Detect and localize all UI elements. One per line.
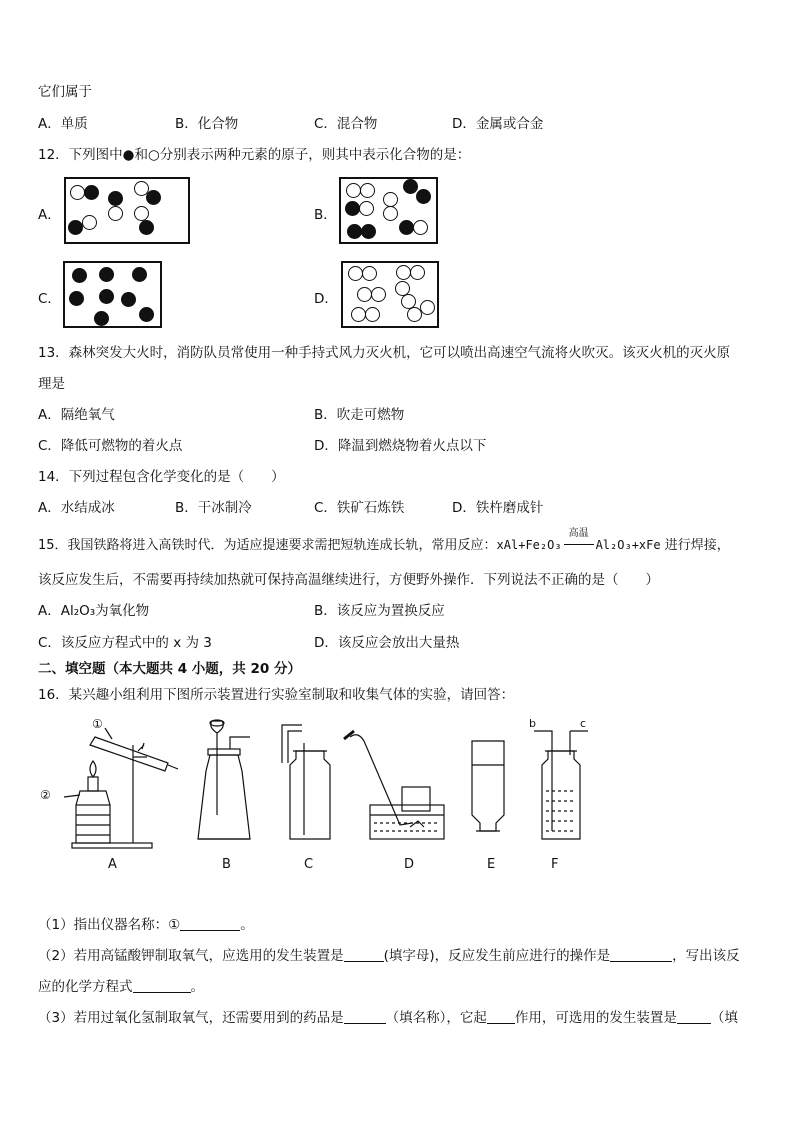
black-atom: [347, 224, 362, 239]
answer-blank[interactable]: [610, 947, 672, 962]
black-atom: [403, 179, 418, 194]
white-atom: [383, 192, 398, 207]
q13-stem-line2: 理是: [38, 376, 65, 392]
q12-box-c: [63, 261, 162, 328]
apparatus-a-test-tube: [90, 737, 178, 771]
port-b-label: b: [529, 717, 536, 730]
q13-option-a: A．隔绝氧气: [38, 407, 115, 423]
q14-option-b: B．干冰制冷: [175, 500, 252, 516]
q12-stem: 12．下列图中●和○分别表示两种元素的原子，则其中表示化合物的是：: [38, 147, 471, 163]
q12-label-d: D．: [314, 291, 338, 307]
white-atom: [371, 287, 386, 302]
section-heading: 二、填空题（本大题共 4 小题，共 20 分）: [38, 661, 301, 677]
q14-stem: 14．下列过程包含化学变化的是（ ）: [38, 469, 285, 485]
answer-blank[interactable]: [344, 1009, 386, 1024]
apparatus-label-a: A: [108, 857, 117, 872]
white-atom: [360, 183, 375, 198]
q11-option-d: D．金属或合金: [452, 116, 544, 132]
black-atom: [108, 191, 123, 206]
answer-blank[interactable]: [344, 947, 384, 962]
q16-part2-text-b: (填字母)，反应发生前应进行的操作是: [383, 948, 611, 964]
apparatus-label-f: F: [551, 857, 559, 872]
black-atom: [72, 268, 87, 283]
white-atom: [348, 266, 363, 281]
q11-option-a: A．单质: [38, 116, 88, 132]
black-atom: [361, 224, 376, 239]
white-atom: [413, 220, 428, 235]
q13-option-c: C．降低可燃物的着火点: [38, 438, 183, 454]
q15-option-a: A．Al₂O₃为氧化物: [38, 603, 150, 619]
white-atom: [396, 265, 411, 280]
q16-part1: [38, 916, 254, 934]
black-atom: [139, 307, 154, 322]
apparatus-e-jar: [472, 741, 504, 831]
apparatus-label-d: D: [404, 857, 415, 872]
q16-part2-end: 。: [190, 979, 204, 995]
apparatus-label-e: E: [487, 857, 496, 872]
marker-1: ①: [92, 717, 103, 731]
white-atom: [357, 287, 372, 302]
q15-stem-part1: 15．我国铁路将进入高铁时代．为适应提速要求需把短轨连成长轨，常用反应：: [38, 538, 497, 553]
q16-part1-text: （1）指出仪器名称：①: [38, 917, 181, 933]
q16-part1-end: 。: [240, 917, 254, 933]
q14-option-a: A．水结成冰: [38, 500, 115, 516]
q16-part3-text-d: （填: [710, 1010, 738, 1026]
apparatus-d-trough: [344, 731, 444, 839]
white-atom: [383, 206, 398, 221]
answer-blank[interactable]: [487, 1009, 515, 1024]
apparatus-label-b: B: [222, 857, 231, 872]
white-atom: [410, 265, 425, 280]
white-atom: [351, 307, 366, 322]
marker-2: ②: [40, 788, 51, 802]
black-atom: [121, 292, 136, 307]
q16-part3-text-b: （填名称），它起: [385, 1010, 487, 1026]
q15-equation-right: Al₂O₃+xFe: [595, 538, 661, 552]
q15-stem-part2: 进行焊接，: [660, 538, 730, 553]
q13-option-b: B．吹走可燃物: [314, 407, 405, 423]
q13-stem-line1: 13．森林突发大火时，消防队员常使用一种手持式风力灭火机，它可以喷出高速空气流将火吹灭。该灭火机的灭火原: [38, 345, 731, 361]
q12-label-a: A．: [38, 207, 61, 223]
white-atom: [82, 215, 97, 230]
q12-box-a: [64, 177, 190, 244]
q15-reaction-arrow: [564, 544, 594, 545]
q12-label-c: C．: [38, 291, 61, 307]
q16-part2-text-c: ，写出该反: [672, 948, 740, 964]
white-atom: [365, 307, 380, 322]
q16-part2-line2-text: 应的化学方程式: [38, 979, 133, 995]
white-atom: [346, 183, 361, 198]
white-atom: [420, 300, 435, 315]
q16-part2-line2: [38, 978, 204, 996]
white-atom: [108, 206, 123, 221]
black-atom: [345, 201, 360, 216]
q15-option-c: C．该反应方程式中的 x 为 3: [38, 635, 212, 651]
answer-blank[interactable]: [180, 916, 240, 931]
black-atom: [69, 291, 84, 306]
white-atom: [359, 201, 374, 216]
port-c-label: c: [580, 717, 587, 730]
white-atom: [134, 206, 149, 221]
q12-label-b: B．: [314, 207, 337, 223]
q15-condition-text: 高温: [568, 528, 589, 539]
black-atom: [146, 190, 161, 205]
apparatus-b-flask: [198, 720, 250, 839]
q15-stem-line2: 该反应发生后，不需要再持续加热就可保持高温继续进行，方便野外操作．下列说法不正确的是（ ）: [38, 572, 659, 588]
q14-option-c: C．铁矿石炼铁: [314, 500, 405, 516]
lab-apparatus-figure: [40, 715, 600, 855]
apparatus-label-c: C: [304, 857, 314, 872]
black-atom: [139, 220, 154, 235]
q16-part2-line1: [38, 947, 740, 965]
q16-part3-text-a: （3）若用过氧化氢制取氧气，还需要用到的药品是: [38, 1010, 344, 1026]
q13-option-d: D．降温到燃烧物着火点以下: [314, 438, 487, 454]
white-atom: [362, 266, 377, 281]
q11-tail: 它们属于: [38, 84, 92, 100]
q14-option-d: D．铁杵磨成针: [452, 500, 544, 516]
q15-option-b: B．该反应为置换反应: [314, 603, 445, 619]
black-atom: [99, 267, 114, 282]
black-atom: [399, 220, 414, 235]
answer-blank[interactable]: [677, 1009, 711, 1024]
white-atom: [70, 185, 85, 200]
q16-part3-text-c: 作用，可选用的发生装置是: [514, 1010, 677, 1026]
black-atom: [99, 289, 114, 304]
black-atom: [94, 311, 109, 326]
black-atom: [416, 189, 431, 204]
answer-blank[interactable]: [133, 978, 191, 993]
apparatus-a-stand: [72, 743, 152, 848]
apparatus-f-bottle: [534, 731, 588, 839]
q15-equation-left: xAl+Fe₂O₃: [496, 538, 562, 552]
black-atom: [68, 220, 83, 235]
q11-option-c: C．混合物: [314, 116, 378, 132]
q16-part2-text-a: （2）若用高锰酸钾制取氧气，应选用的发生装置是: [38, 948, 344, 964]
apparatus-c-jar: [282, 725, 330, 839]
black-atom: [84, 185, 99, 200]
black-atom: [132, 267, 147, 282]
q16-part3: [38, 1009, 738, 1027]
q15-option-d: D．该反应会放出大量热: [314, 635, 460, 651]
q15-reaction-condition: [562, 528, 596, 555]
q12-box-b: [339, 177, 438, 244]
q15-stem-line1: [38, 528, 730, 555]
q16-stem: 16．某兴趣小组利用下图所示装置进行实验室制取和收集气体的实验，请回答：: [38, 687, 515, 703]
q11-option-b: B．化合物: [175, 116, 239, 132]
apparatus-a-lamp: [76, 761, 110, 843]
q12-box-d: [341, 261, 439, 328]
